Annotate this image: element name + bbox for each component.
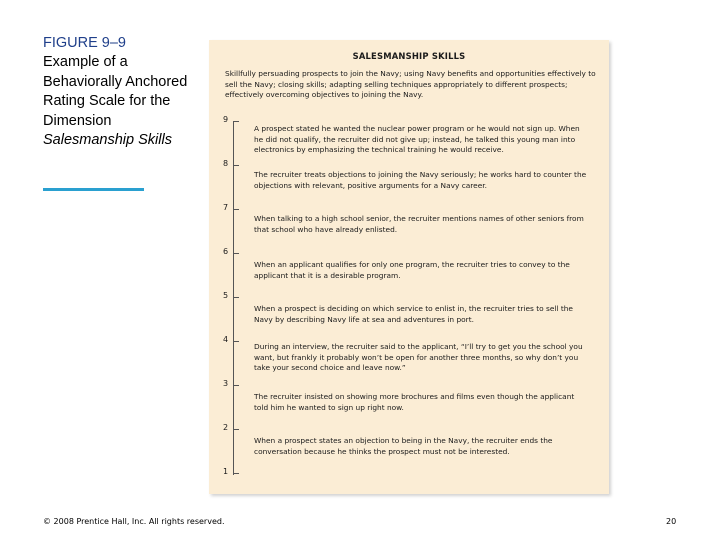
anchor-text: When a prospect states an objection to being in the Navy, the recruiter ends the conversation because he thinks the prospect must not be interested.	[254, 436, 553, 456]
scale-title: SALESMANSHIP SKILLS	[352, 51, 466, 61]
scale-tick-9	[233, 121, 239, 122]
caption-dimension: Salesmanship Skills	[43, 132, 172, 149]
anchor-text: During an interview, the recruiter said to the applicant, “I’ll try to get you the school you want, but frankly it probably won’t be open for another three months, so why don’t you take your second choice and leave now.”	[254, 342, 583, 372]
scale-axis	[233, 121, 234, 475]
anchor-text: A prospect stated he wanted the nuclear power program or he would not sign up. When he did not qualify, the recruiter did not give up; instead, he talked this young man into electronics by emphasizing the technical training he would receive.	[254, 124, 580, 154]
scale-number-3: 3	[223, 379, 229, 388]
scale-tick-4	[233, 341, 239, 342]
scale-number-5: 5	[223, 291, 229, 300]
anchor-text: The recruiter insisted on showing more brochures and films even though the applicant told him he wanted to sign up right now.	[254, 392, 575, 412]
scale-tick-5	[233, 297, 239, 298]
dimension-definition: Skillfully persuading prospects to join the Navy; using Navy benefits and opportunities effectively to sell the Navy; closing skills; adapting selling techniques appropriately to different prospects; effectively overcoming objectives to joining the Navy.	[225, 69, 596, 99]
caption-underline	[43, 188, 144, 191]
scale-tick-8	[233, 165, 239, 166]
page-number: 20	[666, 517, 677, 526]
scale-number-1: 1	[223, 467, 229, 476]
scale-tick-2	[233, 429, 239, 430]
anchor-text: When an applicant qualifies for only one program, the recruiter tries to convey to the applicant that it is a desirable program.	[254, 260, 570, 280]
anchor-text: The recruiter treats objections to joining the Navy seriously; he works hard to counter the objections with relevant, positive arguments for a Navy career.	[254, 170, 587, 190]
anchor-text: When talking to a high school senior, the recruiter mentions names of other seniors from that school who have already enlisted.	[254, 214, 584, 234]
scale-tick-7	[233, 209, 239, 210]
scale-number-8: 8	[223, 159, 229, 168]
scale-number-7: 7	[223, 203, 229, 212]
anchor-text: When a prospect is deciding on which service to enlist in, the recruiter tries to sell the Navy by describing Navy life at sea and adventures in port.	[254, 304, 573, 324]
scale-number-6: 6	[223, 247, 229, 256]
figure-label: FIGURE 9–9	[43, 35, 126, 51]
scale-number-2: 2	[223, 423, 229, 432]
scale-tick-1	[233, 473, 239, 474]
copyright-notice: © 2008 Prentice Hall, Inc. All rights reserved.	[43, 517, 225, 526]
caption-text: Example of a Behaviorally Anchored Rating Scale for the Dimension	[43, 54, 188, 129]
rating-scale-panel	[209, 40, 609, 494]
scale-number-9: 9	[223, 115, 229, 124]
scale-tick-3	[233, 385, 239, 386]
figure-caption	[43, 34, 193, 150]
scale-number-4: 4	[223, 335, 229, 344]
scale-tick-6	[233, 253, 239, 254]
